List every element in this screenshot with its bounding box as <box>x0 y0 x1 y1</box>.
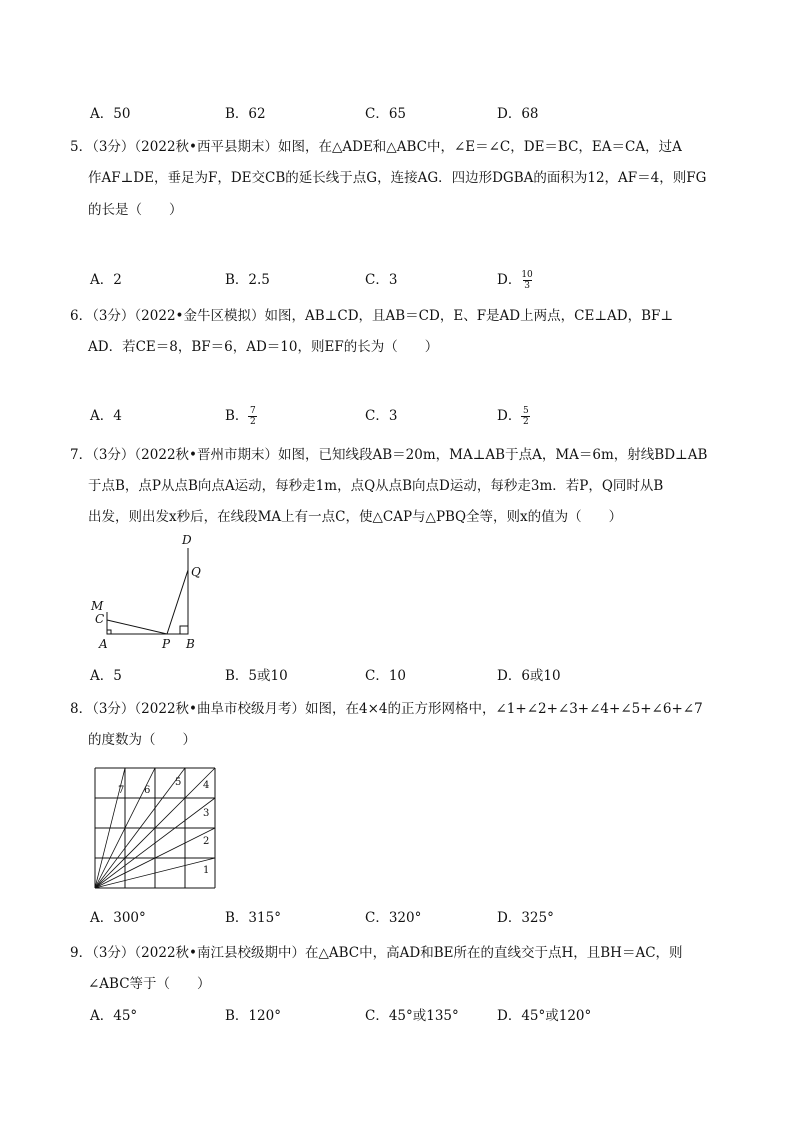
label-d: D <box>182 533 192 547</box>
frac-denominator: 2 <box>250 417 256 427</box>
q4-option-c[interactable]: C．65 <box>365 106 407 122</box>
q6-option-a[interactable]: A．4 <box>90 408 122 424</box>
q7-stem-line1: 7．（3分）（2022秋•晋州市期末）如图，已知线段AB＝20m，MA⊥AB于点A，MA＝6m，射线BD⊥AB <box>70 447 708 463</box>
q5-option-d-label: D． <box>497 272 522 288</box>
q5-stem-line1: 5．（3分）（2022秋•西平县期末）如图，在△ADE和△ABC中，∠E＝∠C，DE＝BC，EA＝CA，过A <box>70 139 682 155</box>
q5-option-d-fraction <box>521 270 532 291</box>
q7-option-c[interactable]: C．10 <box>365 668 407 684</box>
q9-stem-line2: ∠ABC等于（ ） <box>88 976 211 992</box>
q9-option-c[interactable]: C．45°或135° <box>365 1008 459 1024</box>
angle-label-6: 6 <box>144 785 151 796</box>
segment-pq <box>167 570 188 634</box>
angle-label-3: 3 <box>203 808 210 819</box>
frac-denominator: 2 <box>522 417 529 427</box>
q6-option-b-label: B． <box>225 408 249 424</box>
q5-option-a[interactable]: A．2 <box>90 272 122 288</box>
angle-label-2: 2 <box>203 836 210 847</box>
q5-option-d[interactable] <box>497 268 533 291</box>
q7-stem-line2: 于点B，点P从点B向点A运动，每秒走1m，点Q从点B向点D运动，每秒走3m．若P，Q同时从B <box>88 478 664 494</box>
q9-option-b[interactable]: B．120° <box>225 1008 281 1024</box>
q6-option-d[interactable] <box>497 404 530 427</box>
q5-stem-line2: 作AF⊥DE，垂足为F，DE交CB的延长线于点G，连接AG．四边形DGBA的面积为12，AF＝4，则FG <box>88 170 707 186</box>
angle-label-5: 5 <box>175 777 182 788</box>
q5-stem-line3: 的长是（ ） <box>88 202 183 218</box>
q7-stem-line3: 出发，则出发x秒后，在线段MA上有一点C，使△CAP与△PBQ全等，则x的值为（ ） <box>88 509 623 525</box>
q6-option-d-fraction <box>521 406 530 427</box>
angle-label-1: 1 <box>203 865 210 876</box>
q9-option-d[interactable]: D．45°或120° <box>497 1008 592 1024</box>
label-c: C <box>95 612 105 626</box>
label-q: Q <box>191 565 201 579</box>
q5-option-c[interactable]: C．3 <box>365 272 398 288</box>
label-b: B <box>186 637 195 651</box>
label-m: M <box>91 599 104 613</box>
q4-option-b[interactable]: B．62 <box>225 106 266 122</box>
q9-option-a[interactable]: A．45° <box>90 1008 138 1024</box>
q8-option-d[interactable]: D．325° <box>497 910 554 926</box>
q7-option-b[interactable]: B．5或10 <box>225 668 288 684</box>
q9-stem-line1: 9．（3分）（2022秋•南江县校级期中）在△ABC中，高AD和BE所在的直线交于点H，且BH＝AC，则 <box>70 945 683 961</box>
q7-figure <box>85 530 215 652</box>
q8-stem-line2: 的度数为（ ） <box>88 732 196 748</box>
frac-numerator: 5 <box>522 406 529 416</box>
q6-stem-line1: 6．（3分）（2022•金牛区模拟）如图，AB⊥CD，且AB＝CD，E、F是AD上两点，CE⊥AD，BF⊥ <box>70 308 674 324</box>
q6-option-c[interactable]: C．3 <box>365 408 398 424</box>
q8-option-b[interactable]: B．315° <box>225 910 281 926</box>
q5-option-b[interactable]: B．2.5 <box>225 272 270 288</box>
frac-numerator: 10 <box>521 270 533 280</box>
q8-option-a[interactable]: A．300° <box>90 910 146 926</box>
q4-option-a[interactable]: A．50 <box>90 106 131 122</box>
frac-denominator: 3 <box>524 281 530 291</box>
q6-option-b[interactable] <box>225 404 257 427</box>
segment-cp <box>107 620 167 634</box>
q6-stem-line2: AD．若CE＝8，BF＝6，AD＝10，则EF的长为（ ） <box>88 339 439 355</box>
q8-stem-line1: 8．（3分）（2022秋•曲阜市校级月考）如图，在4×4的正方形网格中，∠1+∠2+∠3+∠4+∠5+∠6+∠7 <box>70 701 703 717</box>
right-angle-mark-b <box>180 626 188 634</box>
q7-option-a[interactable]: A．5 <box>90 668 122 684</box>
q6-option-d-label: D． <box>497 408 522 424</box>
label-p: P <box>162 637 171 651</box>
q6-option-b-fraction <box>248 406 257 427</box>
angle-label-7: 7 <box>118 785 125 796</box>
right-angle-mark-a <box>107 630 111 634</box>
angle-label-4: 4 <box>203 780 210 791</box>
q7-option-d[interactable]: D．6或10 <box>497 668 561 684</box>
q4-option-d[interactable]: D．68 <box>497 106 539 122</box>
q8-option-c[interactable]: C．320° <box>365 910 422 926</box>
frac-numerator: 7 <box>250 406 256 416</box>
label-a: A <box>99 637 108 651</box>
q8-grid-figure <box>93 766 217 890</box>
